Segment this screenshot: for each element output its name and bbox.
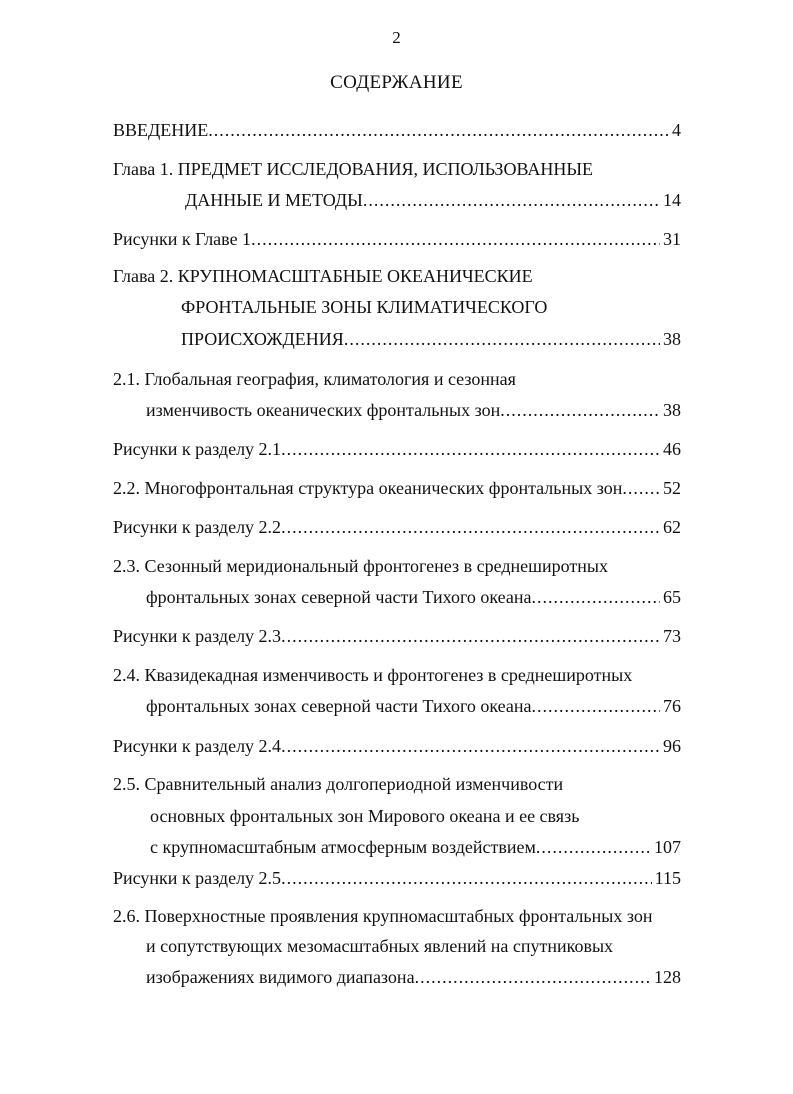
toc-entry-text: ДАННЫЕ И МЕТОДЫ ..... [185,188,681,212]
toc-entry-text: фронтальных зонах северной части Тихого океана ..... [146,585,681,609]
toc-entry-text: 2.3. Сезонный меридиональный фронтогенез в среднеширотных [113,556,608,576]
toc-entry-text: 2.2. Многофронтальная структура океанических фронтальных зон ..... [113,476,681,500]
toc-entry-text: и сопутствующих мезомасштабных явлений на спутниковых [146,936,614,956]
toc-entry-page: 62 [660,515,681,539]
toc-entry-text: Рисунки к разделу 2.3 ..... [113,624,681,648]
toc-entry-text: Рисунки к разделу 2.1 ..... [113,437,681,461]
toc-entry-text: ПРОИСХОЖДЕНИЯ ..... [181,327,681,351]
toc-entry-page: 115 [652,866,681,890]
toc-entry-text: ВВЕДЕНИЕ ..... [113,118,681,142]
toc-entry-page: 14 [660,188,681,212]
toc-entry-text: изображениях видимого диапазона ..... [146,965,681,989]
toc-entry-text: фронтальных зонах северной части Тихого океана ..... [146,694,681,718]
toc-entry-text: с крупномасштабным атмосферным воздействием ..... [150,835,681,859]
toc-entry-page: 38 [660,398,681,422]
toc-entry-page: 128 [651,965,681,989]
toc-entry-text: Рисунки к Главе 1 ..... [113,227,681,251]
toc-entry-page: 31 [660,227,681,251]
toc-entry-text: 2.1. Глобальная география, климатология и сезонная [113,369,516,389]
toc-entry-text: Глава 1. ПРЕДМЕТ ИССЛЕДОВАНИЯ, ИСПОЛЬЗОВАННЫЕ [113,159,594,179]
toc-entry-text: Рисунки к разделу 2.2 ..... [113,515,681,539]
toc-title: СОДЕРЖАНИЕ [330,72,463,93]
toc-entry-page: 65 [660,585,681,609]
toc-entry-text: изменчивость океанических фронтальных зон ..... [146,398,681,422]
toc-entry-text: Рисунки к разделу 2.4 ..... [113,734,681,758]
toc-entry-page: 38 [660,327,681,351]
toc-entry-page: 46 [660,437,681,461]
page-number: 2 [392,28,401,47]
toc-entry-page: 96 [660,734,681,758]
toc-entry-page: 4 [669,118,681,142]
toc-entry-text: Рисунки к разделу 2.5 ..... [113,866,681,890]
toc-entry-page: 73 [660,624,681,648]
toc-entry-page: 76 [660,694,681,718]
toc-entry-text: Глава 2. КРУПНОМАСШТАБНЫЕ ОКЕАНИЧЕСКИЕ [113,266,533,286]
toc-entry-text: основных фронтальных зон Мирового океана и ее связь [150,806,580,826]
toc-entry-text: 2.6. Поверхностные проявления крупномасштабных фронтальных зон [113,906,653,926]
toc-entry-page: 107 [651,835,681,859]
toc-entry-page: 52 [660,476,681,500]
toc-entry-text: 2.4. Квазидекадная изменчивость и фронтогенез в среднеширотных [113,665,633,685]
toc-entry-text: 2.5. Сравнительный анализ долгопериодной изменчивости [113,774,564,794]
toc-entry-text: ФРОНТАЛЬНЫЕ ЗОНЫ КЛИМАТИЧЕСКОГО [181,297,548,317]
